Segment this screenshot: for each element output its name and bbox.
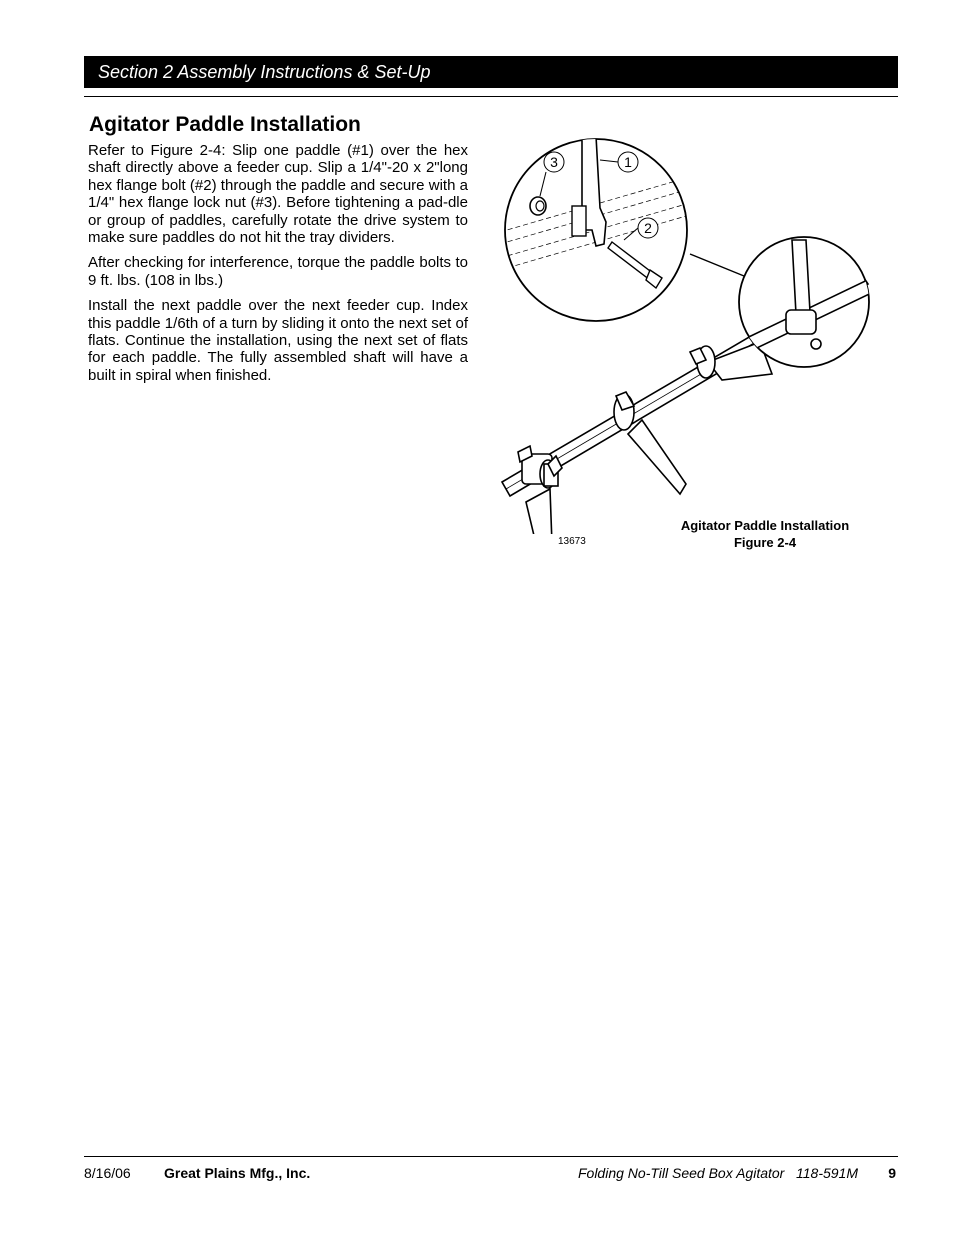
svg-text:2: 2 (644, 220, 652, 236)
callout-1 (618, 152, 638, 172)
figure-number: 13673 (558, 536, 586, 547)
instructions-body (88, 142, 468, 392)
figure-caption-title: Agitator Paddle Installation (680, 518, 850, 533)
footer-divider (84, 1156, 898, 1157)
instruction-paragraph: Install the next paddle over the next feeder cup. Index this paddle 1/6th of a turn by sliding it onto the next set of flats. Continue the installation, using the next set of flats for each paddle. The fully assembled shaft will have a built in spiral when finished. (88, 297, 468, 384)
svg-text:3: 3 (550, 154, 558, 170)
section-header-bar: Section 2 Assembly Instructions & Set-Up (84, 56, 898, 88)
callout-2 (638, 218, 658, 238)
instruction-paragraph: After checking for interference, torque the paddle bolts to 9 ft. lbs. (108 in lbs.) (88, 254, 468, 289)
footer-product: Folding No-Till Seed Box Agitator 118-591M (577, 1165, 858, 1181)
agitator-illustration (500, 134, 872, 534)
detail-leader-line (690, 254, 744, 276)
detail-circle-large (500, 136, 700, 321)
header-divider (84, 96, 898, 97)
footer-date: 8/16/06 (84, 1165, 131, 1181)
page-number: 9 (888, 1165, 896, 1181)
callout-3 (544, 152, 564, 172)
agitator-figure (500, 134, 872, 554)
footer-company: Great Plains Mfg., Inc. (164, 1165, 311, 1181)
svg-text:1: 1 (624, 154, 632, 170)
page-title: Agitator Paddle Installation (89, 113, 361, 136)
figure-caption-label: Figure 2-4 (733, 535, 797, 550)
figure-caption (670, 517, 860, 551)
instruction-paragraph: Refer to Figure 2-4: Slip one paddle (#1) over the hex shaft directly above a feeder cup. Slip a 1/4"-20 x 2"long hex flange bolt (#2) through the paddle and secure with a 1/4" hex flange lock nut (#3). Before tightening a pad-dle or group of paddles, carefully rotate the drive system to make sure paddles do not hit the tray dividers. (88, 142, 468, 247)
paddle-lower-left (518, 446, 552, 534)
